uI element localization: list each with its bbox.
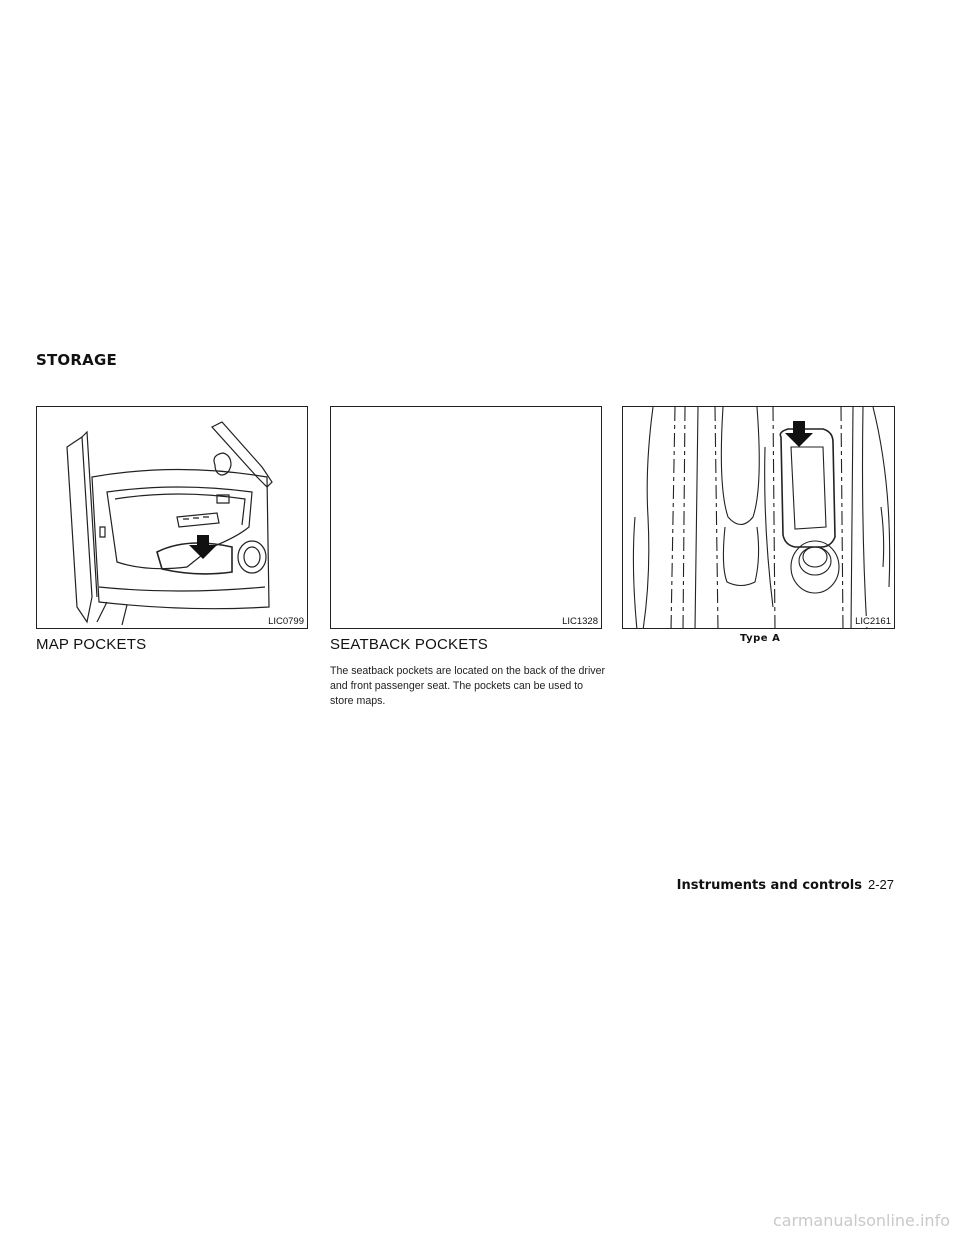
page-footer (677, 877, 894, 893)
page-number: 2-27 (867, 877, 894, 892)
console-storage-illustration (623, 407, 895, 629)
chapter-title: Instruments and controls (676, 878, 862, 893)
map-pocket-figure (36, 406, 308, 629)
arrow-icon (189, 535, 217, 559)
figure-caption: Type A (740, 633, 781, 644)
seatback-pockets-body: The seatback pockets are located on the back of the driver and front passenger seat. The pockets can be used to store maps. (330, 665, 606, 707)
blank-illustration (331, 407, 602, 629)
map-pockets-heading: MAP POCKETS (36, 636, 147, 653)
console-storage-figure (622, 406, 895, 629)
watermark: carmanualsonline.info (772, 1211, 950, 1230)
door-map-pocket-illustration (37, 407, 308, 629)
figure-code: LIC0799 (268, 616, 304, 627)
section-title: STORAGE (36, 351, 117, 369)
figure-code: LIC1328 (562, 616, 598, 627)
seatback-pockets-heading: SEATBACK POCKETS (330, 636, 488, 653)
arrow-icon (785, 421, 813, 447)
seatback-pocket-figure (330, 406, 602, 629)
figure-code: LIC2161 (855, 616, 891, 627)
